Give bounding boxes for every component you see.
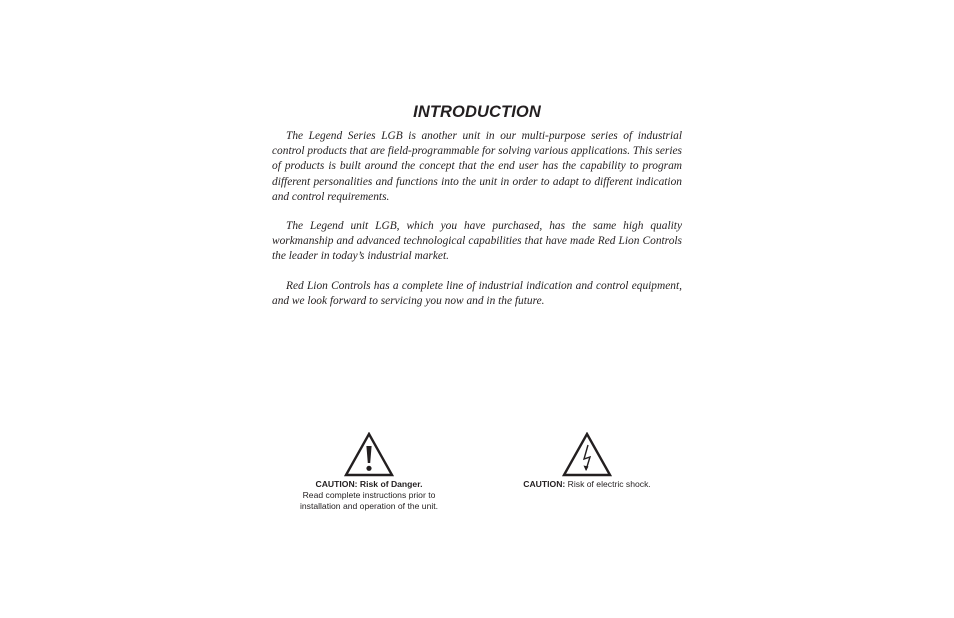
page-title: INTRODUCTION [413,103,541,121]
electric-shock-warning-icon [562,432,612,477]
caution-shock-block [502,432,672,490]
caution-shock-text: CAUTION: Risk of electric shock. [523,479,651,489]
caution-danger-line-1: Read complete instructions prior to [302,490,436,501]
intro-paragraph-3: Red Lion Controls has a complete line of industrial indication and control equipment, and we look forward to servicing you now and in the future. [272,279,682,307]
caution-danger-block [286,432,452,513]
caution-danger-title: CAUTION: Risk of Danger. [315,479,423,489]
intro-paragraph-2: The Legend unit LGB, which you have purchased, has the same high quality workmanship and advanced technological capabilities that have made Red Lion Controls the leader in today’s industrial market. [272,220,682,263]
caution-danger-line-2: installation and operation of the unit. [299,501,439,512]
intro-paragraph-1: The Legend Series LGB is another unit in our multi-purpose series of industrial control products that are field-programmable for solving various applications. This series of products is built around the concept that the end user has the capability to program different personalities and functions into the unit in order to adapt to different indication and control requirements. [272,130,682,203]
introduction-body [272,129,682,323]
exclamation-warning-icon [344,432,394,477]
